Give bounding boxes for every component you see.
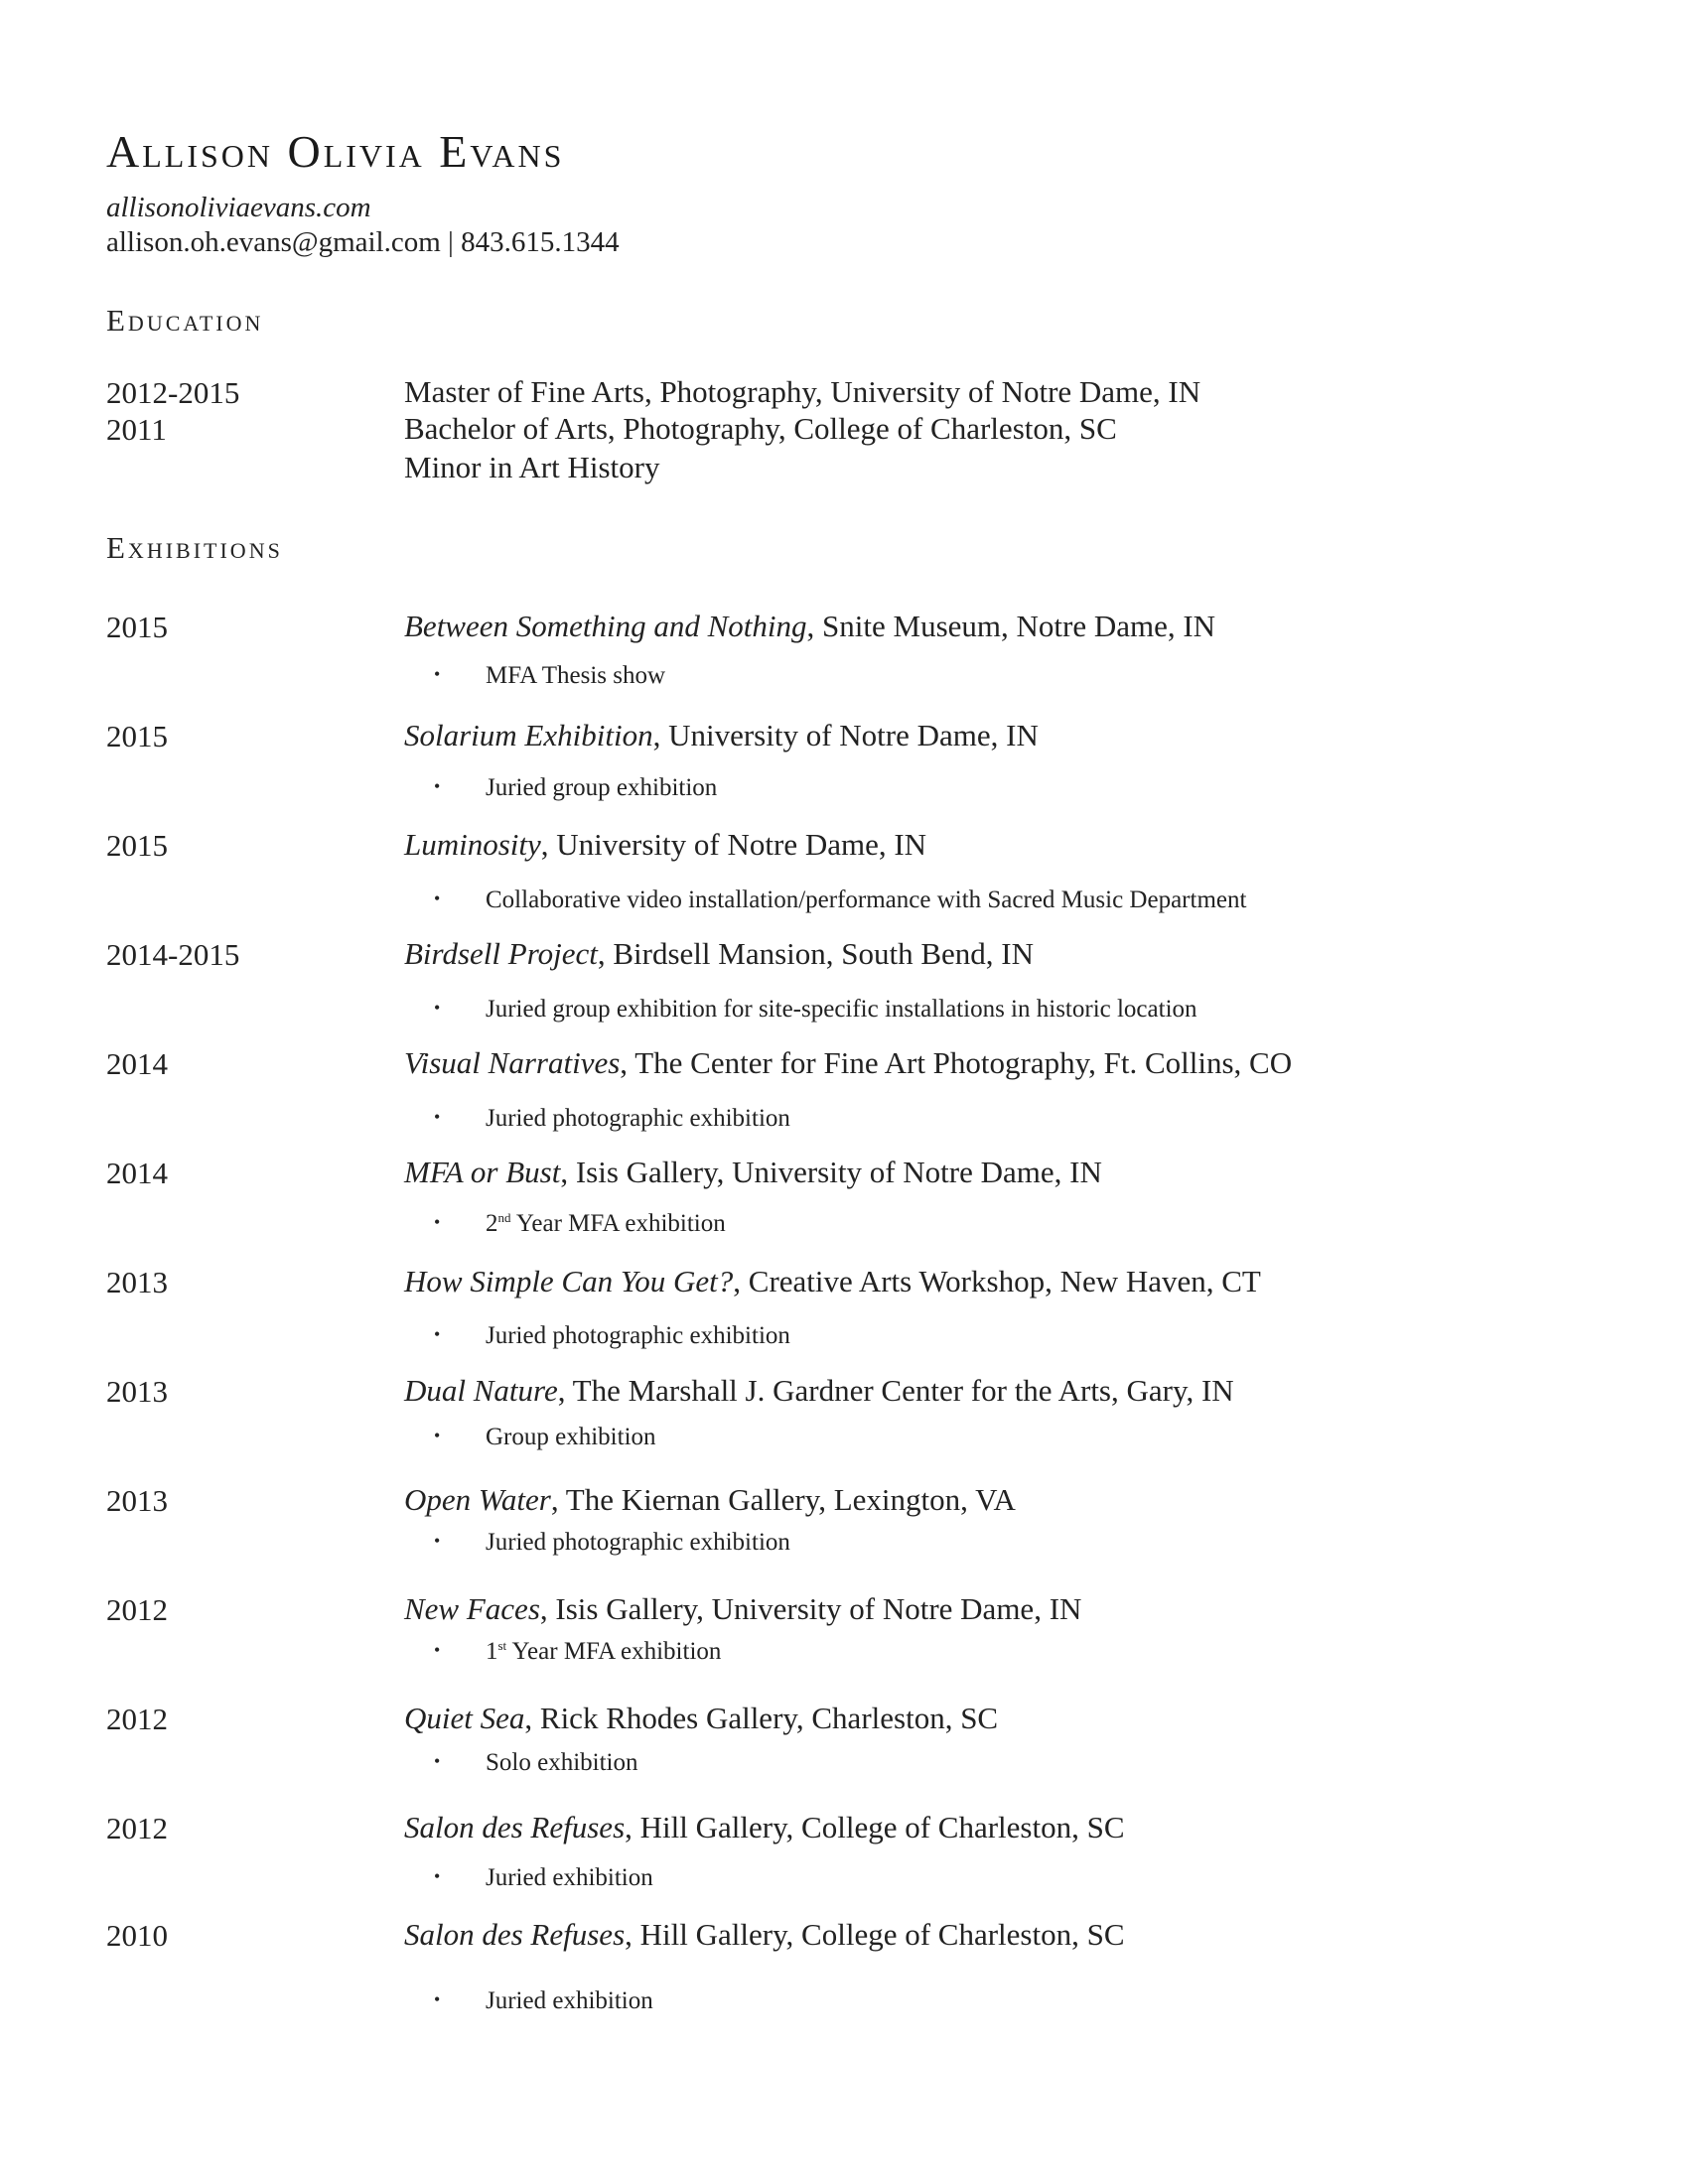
exhibition-note <box>434 996 1197 1024</box>
exhibitions-heading: Exhibitions <box>106 530 283 565</box>
exhibition-entry <box>404 1916 1125 1954</box>
bullet-icon: • <box>434 664 441 684</box>
exhibition-note-text: Juried group exhibition for site-specific installations in historic location <box>486 996 1197 1023</box>
exhibition-venue: , Hill Gallery, College of Charleston, SC <box>625 1917 1125 1952</box>
education-degree: Bachelor of Arts, Photography, College of Charleston, SC <box>404 411 1117 446</box>
education-minor: Minor in Art History <box>404 450 660 484</box>
exhibition-note-text: Group exhibition <box>486 1424 656 1450</box>
exhibition-venue: , The Marshall J. Gardner Center for the Arts, Gary, IN <box>557 1373 1234 1408</box>
exhibition-year: 2013 <box>106 1374 168 1409</box>
contact-separator: | <box>448 226 454 258</box>
exhibition-note-text: Year MFA exhibition <box>506 1638 722 1665</box>
bullet-icon: • <box>434 1212 441 1232</box>
exhibition-venue: , Birdsell Mansion, South Bend, IN <box>597 936 1035 971</box>
exhibition-title: Birdsell Project <box>404 936 598 971</box>
exhibition-note-text: Solo exhibition <box>486 1749 638 1776</box>
education-heading: Education <box>106 303 264 338</box>
exhibition-note-ordinal: 2 <box>486 1210 498 1237</box>
exhibition-title: Visual Narratives <box>404 1045 621 1080</box>
exhibition-note-ordinal: 1 <box>486 1638 498 1665</box>
exhibition-entry <box>404 1044 1292 1082</box>
exhibition-title: Salon des Refuses <box>404 1917 626 1952</box>
exhibition-title: Between Something and Nothing <box>404 609 807 643</box>
exhibition-title: New Faces <box>404 1591 540 1626</box>
exhibition-entry <box>404 1481 1016 1519</box>
education-degree: Master of Fine Arts, Photography, University of Notre Dame, IN <box>404 374 1201 409</box>
website-link[interactable]: allisonoliviaevans.com <box>106 192 371 223</box>
exhibition-entry <box>404 826 926 864</box>
exhibition-entry <box>404 1700 998 1737</box>
exhibition-venue: , The Kiernan Gallery, Lexington, VA <box>550 1482 1016 1517</box>
exhibition-note <box>434 1424 656 1451</box>
exhibition-note-ordinal-suffix: nd <box>497 1210 511 1225</box>
exhibition-note-ordinal-suffix: st <box>497 1638 507 1653</box>
exhibition-title: Luminosity <box>404 827 541 862</box>
exhibition-entry <box>404 608 1215 645</box>
exhibition-year: 2015 <box>106 610 168 644</box>
exhibition-title: Solarium Exhibition <box>404 718 653 752</box>
exhibition-entry <box>404 1809 1125 1846</box>
bullet-icon: • <box>434 1531 441 1551</box>
person-name: Allison Olivia Evans <box>106 126 565 177</box>
exhibition-note-text: Juried photographic exhibition <box>486 1529 790 1556</box>
exhibition-note-text: Year MFA exhibition <box>510 1210 726 1237</box>
exhibition-title: Salon des Refuses <box>404 1810 626 1844</box>
exhibition-note-text: Juried exhibition <box>486 1987 653 2014</box>
exhibition-year: 2014 <box>106 1156 168 1190</box>
bullet-icon: • <box>434 1426 441 1445</box>
exhibition-entry <box>404 717 1039 754</box>
exhibition-venue: , University of Notre Dame, IN <box>652 718 1039 752</box>
exhibition-venue: , Hill Gallery, College of Charleston, SC <box>625 1810 1125 1844</box>
exhibition-note <box>434 1638 721 1666</box>
exhibition-title: Open Water <box>404 1482 551 1517</box>
exhibition-entry <box>404 1372 1234 1410</box>
exhibition-note <box>434 662 665 690</box>
exhibition-note <box>434 774 717 802</box>
exhibition-note <box>434 1210 726 1238</box>
exhibition-entry <box>404 1154 1102 1191</box>
email-link[interactable]: allison.oh.evans@gmail.com <box>106 226 441 258</box>
exhibition-note-text: Juried exhibition <box>486 1864 653 1891</box>
exhibition-year: 2010 <box>106 1918 168 1953</box>
exhibition-venue: , University of Notre Dame, IN <box>540 827 927 862</box>
exhibition-title: Dual Nature <box>404 1373 558 1408</box>
exhibition-note <box>434 1105 790 1133</box>
exhibition-note-text: Collaborative video installation/performance with Sacred Music Department <box>486 887 1247 913</box>
bullet-icon: • <box>434 1324 441 1344</box>
exhibition-note-text: Juried photographic exhibition <box>486 1322 790 1349</box>
exhibition-note <box>434 887 1246 914</box>
exhibition-entry <box>404 1263 1261 1300</box>
bullet-icon: • <box>434 776 441 796</box>
bullet-icon: • <box>434 1751 441 1771</box>
bullet-icon: • <box>434 888 441 908</box>
exhibition-year: 2014 <box>106 1046 168 1081</box>
exhibition-note <box>434 1864 653 1892</box>
exhibition-venue: , The Center for Fine Art Photography, Ft. Collins, CO <box>620 1045 1293 1080</box>
contact-line <box>106 226 620 259</box>
exhibition-year: 2012 <box>106 1811 168 1845</box>
education-years: 2012-2015 <box>106 375 240 410</box>
exhibition-note-text: MFA Thesis show <box>486 662 666 689</box>
exhibition-note <box>434 1987 653 2015</box>
bullet-icon: • <box>434 1107 441 1127</box>
exhibition-venue: , Isis Gallery, University of Notre Dame, IN <box>539 1591 1082 1626</box>
exhibition-note <box>434 1322 790 1350</box>
exhibition-entry <box>404 1590 1081 1628</box>
exhibition-title: Quiet Sea <box>404 1701 525 1735</box>
exhibition-note <box>434 1749 637 1777</box>
exhibition-year: 2015 <box>106 828 168 863</box>
exhibition-venue: , Rick Rhodes Gallery, Charleston, SC <box>524 1701 999 1735</box>
bullet-icon: • <box>434 1640 441 1660</box>
exhibition-year: 2015 <box>106 719 168 753</box>
exhibition-year: 2013 <box>106 1265 168 1299</box>
exhibition-year: 2012 <box>106 1702 168 1736</box>
exhibition-venue: , Isis Gallery, University of Notre Dame, IN <box>560 1155 1102 1189</box>
exhibition-year: 2012 <box>106 1592 168 1627</box>
exhibition-note-text: Juried group exhibition <box>486 774 718 801</box>
exhibition-year: 2014-2015 <box>106 937 240 972</box>
bullet-icon: • <box>434 998 441 1018</box>
exhibition-title: How Simple Can You Get? <box>404 1264 734 1298</box>
phone-number: 843.615.1344 <box>461 226 620 258</box>
exhibition-note-text: Juried photographic exhibition <box>486 1105 790 1132</box>
education-years: 2011 <box>106 412 167 447</box>
bullet-icon: • <box>434 1989 441 2009</box>
exhibition-venue: , Snite Museum, Notre Dame, IN <box>806 609 1216 643</box>
exhibition-year: 2013 <box>106 1483 168 1518</box>
exhibition-note <box>434 1529 790 1557</box>
exhibition-entry <box>404 935 1034 973</box>
exhibition-title: MFA or Bust <box>404 1155 561 1189</box>
bullet-icon: • <box>434 1866 441 1886</box>
exhibition-venue: , Creative Arts Workshop, New Haven, CT <box>733 1264 1261 1298</box>
